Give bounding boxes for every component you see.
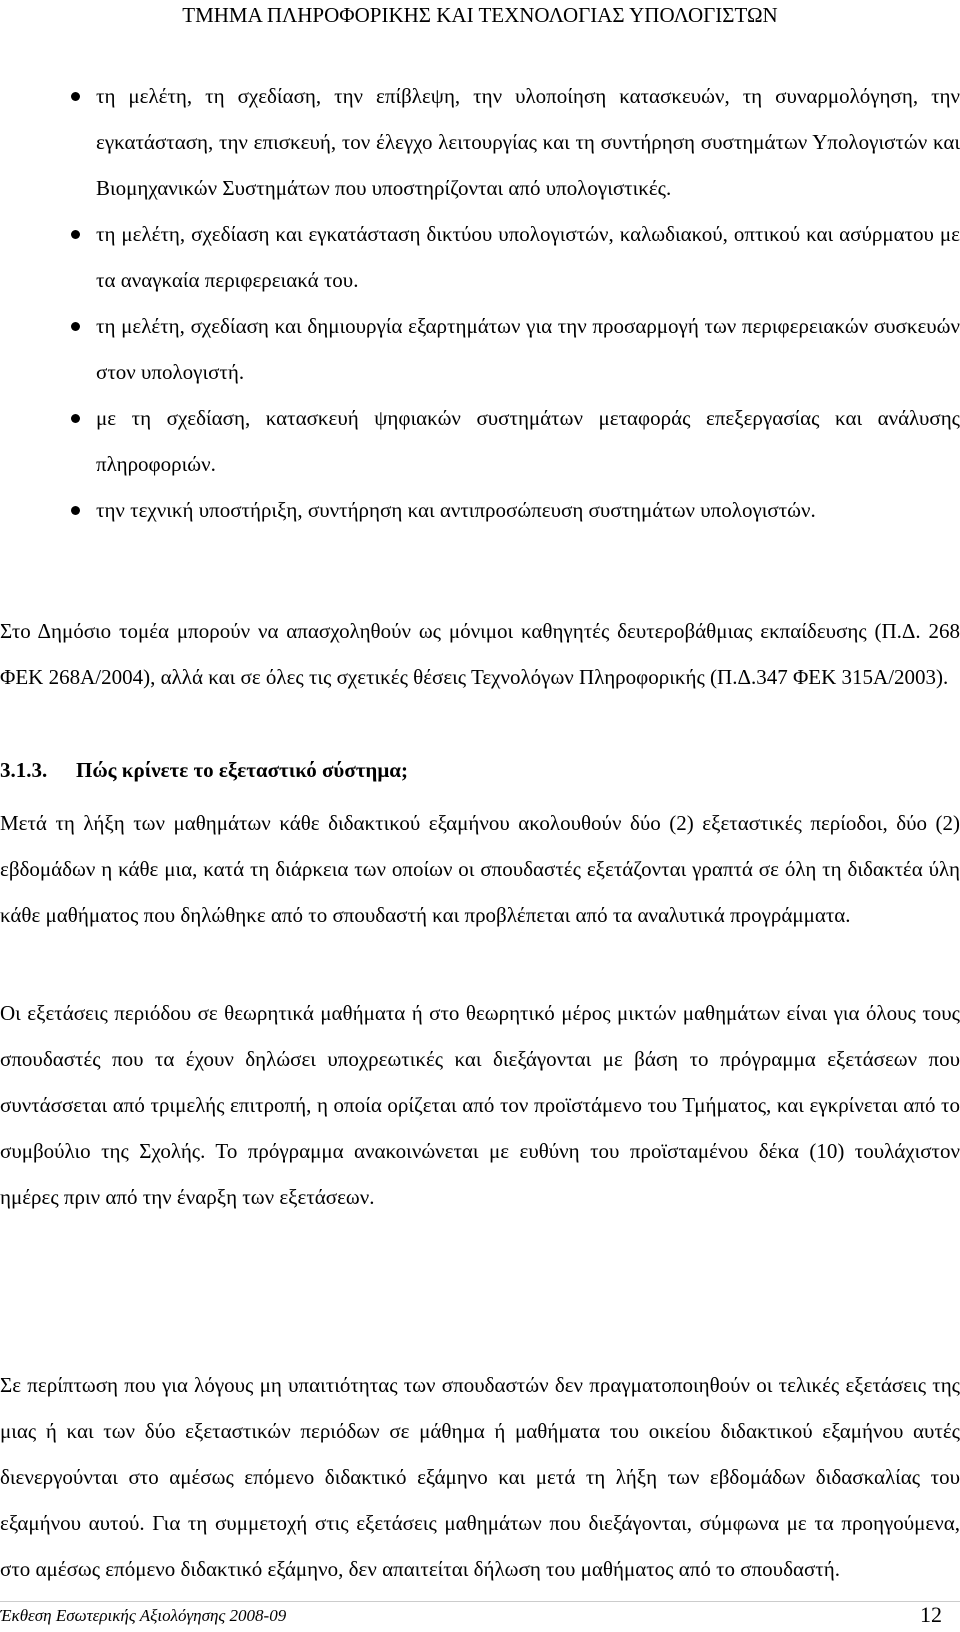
- section-heading: [0, 755, 408, 785]
- section-number: 3.1.3.: [0, 758, 48, 782]
- list-item: [0, 487, 960, 533]
- list-item: [0, 73, 960, 211]
- footer-divider: [0, 1601, 960, 1602]
- body-paragraph: Μετά τη λήξη των μαθημάτων κάθε διδακτικού εξαμήνου ακολουθούν δύο (2) εξεταστικές περίοδοι, δύο (2) εβδομάδων η κάθε μια, κατά τη διάρκεια των οποίων οι σπουδαστές εξετάζονται γραπτά σε όλη τη διδακτέα ύλη κάθε μαθήματος που δηλώθηκε από το σπουδαστή και προβλέπεται από τα αναλυτικά προγράμματα.: [0, 811, 960, 927]
- bullet-text: τη μελέτη, σχεδίαση και εγκατάσταση δικτύου υπολογιστών, καλωδιακού, οπτικού και ασύρματου με τα αναγκαία περιφερειακά του.: [96, 222, 960, 292]
- bullet-icon: [71, 414, 80, 423]
- body-paragraph: Οι εξετάσεις περιόδου σε θεωρητικά μαθήματα ή στο θεωρητικό μέρος μικτών μαθημάτων είναι για όλους τους σπουδαστές που τα έχουν δηλώσει υποχρεωτικές και διεξάγονται με βάση το πρόγραμμα εξετάσεων που συντάσσεται από τριμελής επιτροπή, η οποία ορίζεται από τον προϊστάμενο του Τμήματος, και εγκρίνεται από το συμβούλιο της Σχολής. Το πρόγραμμα ανακοινώνεται με ευθύνη του προϊσταμένου δέκα (10) τουλάχιστον ημέρες πριν από την έναρξη των εξετάσεων.: [0, 1001, 960, 1209]
- bullet-text: τη μελέτη, σχεδίαση και δημιουργία εξαρτημάτων για την προσαρμογή των περιφερειακών συσκευών στον υπολογιστή.: [96, 314, 960, 384]
- page-header: ΤΜΗΜΑ ΠΛΗΡΟΦΟΡΙΚΗΣ ΚΑΙ ΤΕΧΝΟΛΟΓΙΑΣ ΥΠΟΛΟΓΙΣΤΩΝ: [182, 3, 778, 27]
- footer-document-title: Έκθεση Εσωτερικής Αξιολόγησης 2008-09: [0, 1606, 287, 1625]
- page-footer: [0, 1602, 960, 1630]
- bullet-text: την τεχνική υποστήριξη, συντήρηση και αντιπροσώπευση συστημάτων υπολογιστών.: [96, 498, 816, 522]
- list-item: [0, 303, 960, 395]
- bullet-text: τη μελέτη, τη σχεδίαση, την επίβλεψη, την υλοποίηση κατασκευών, τη συναρμολόγηση, την εγκατάσταση, την επισκευή, τον έλεγχο λειτουργίας και τη συντήρηση συστημάτων Υπολογιστών και Βιομηχανικών Συστημάτων που υποστηρίζονται από υπολογιστικές.: [96, 84, 960, 200]
- list-item: [0, 395, 960, 487]
- public-sector-paragraph: Στο Δημόσιο τομέα μπορούν να απασχοληθούν ως μόνιμοι καθηγητές δευτεροβάθμιας εκπαίδευσης (Π.Δ. 268 ΦΕΚ 268Α/2004), αλλά και σε όλες τις σχετικές θέσεις Τεχνολόγων Πληροφορικής (Π.Δ.347 ΦΕΚ 315Α/2003).: [0, 619, 960, 689]
- bullet-icon: [71, 230, 80, 239]
- bullet-text: με τη σχεδίαση, κατασκευή ψηφιακών συστημάτων μεταφοράς επεξεργασίας και ανάλυσης πληροφοριών.: [96, 406, 960, 476]
- page-number: 12: [920, 1602, 942, 1627]
- bullet-icon: [71, 322, 80, 331]
- body-paragraph: Σε περίπτωση που για λόγους μη υπαιτιότητας των σπουδαστών δεν πραγματοποιηθούν οι τελικές εξετάσεις της μιας ή και των δύο εξεταστικών περιόδων σε μάθημα ή μαθήματα του οικείου διδακτικού εξαμήνου αυτές διενεργούνται στο αμέσως επόμενο διδακτικό εξάμηνο και μετά τη λήξη των εβδομάδων διδασκαλίας του εξαμήνου αυτού. Για τη συμμετοχή στις εξετάσεις μαθημάτων που διεξάγονται, σύμφωνα με τα προηγούμενα, στο αμέσως επόμενο διδακτικό εξάμηνο, δεν απαιτείται δήλωση του μαθήματος από το σπουδαστή.: [0, 1373, 960, 1581]
- bullet-icon: [71, 92, 80, 101]
- bullet-list: [0, 73, 960, 533]
- bullet-icon: [71, 506, 80, 515]
- section-title: Πώς κρίνετε το εξεταστικό σύστημα;: [76, 758, 408, 782]
- list-item: [0, 211, 960, 303]
